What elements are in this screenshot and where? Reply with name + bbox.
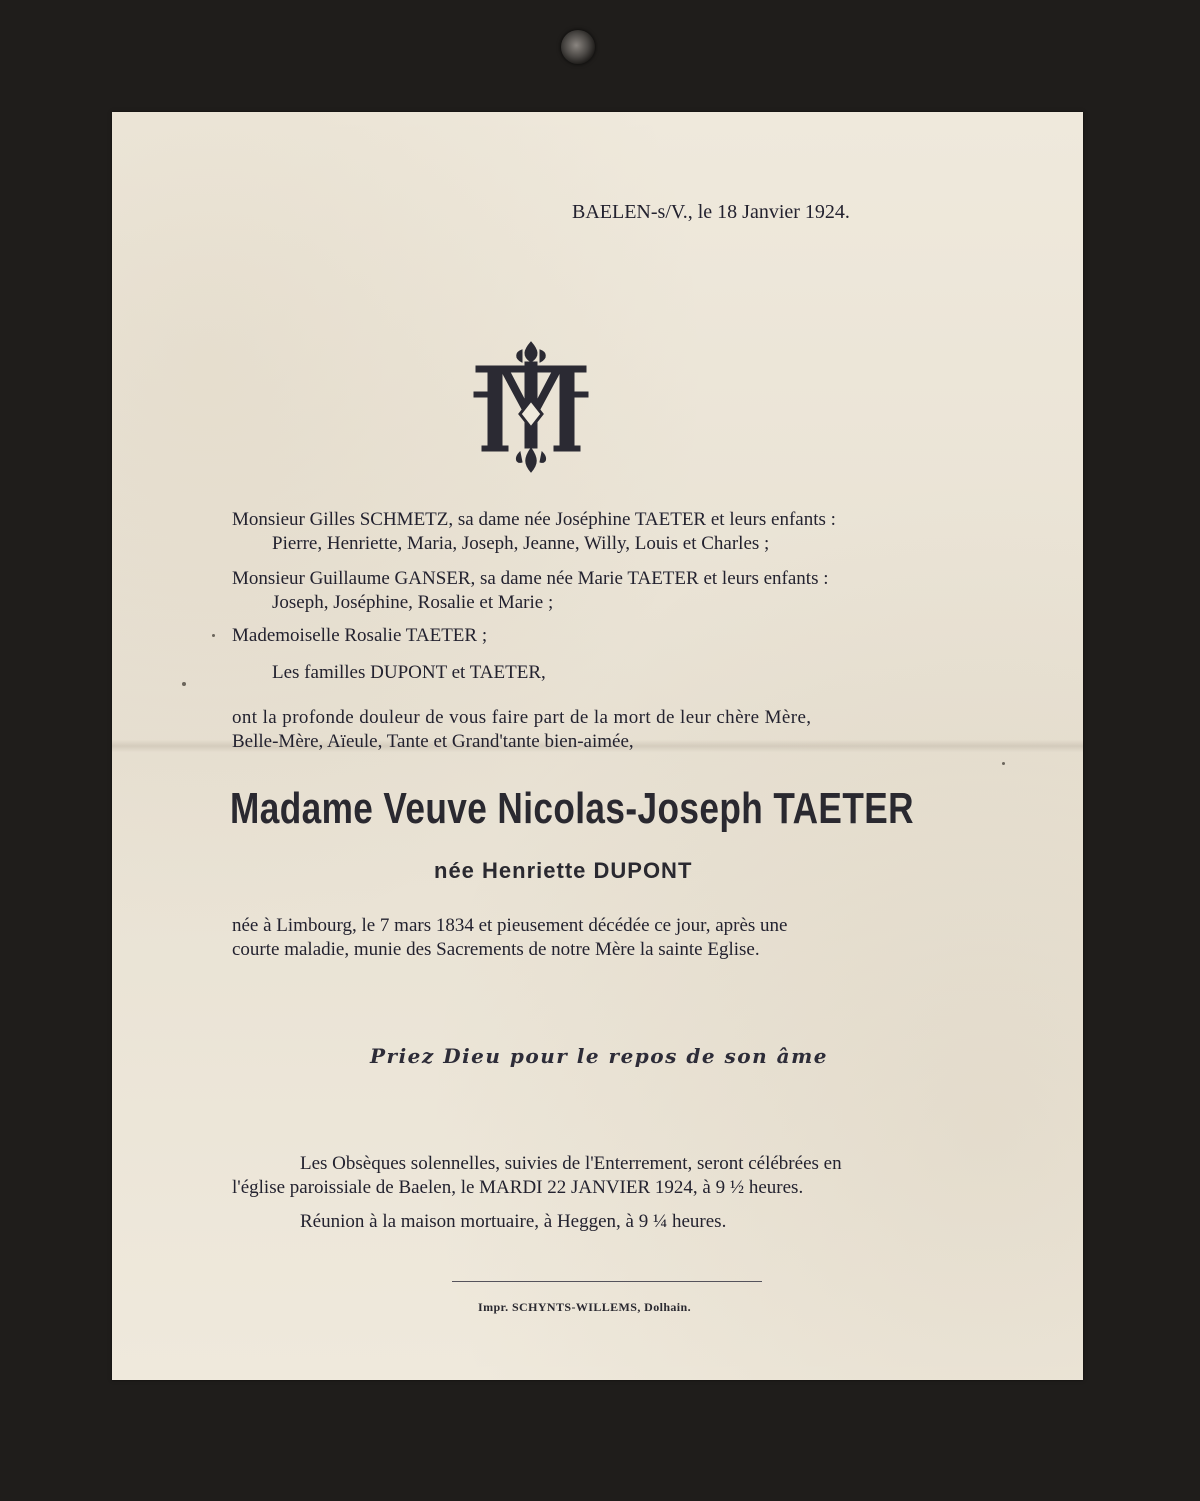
prayer-line: Priez Dieu pour le repos de son âme — [370, 1044, 828, 1068]
paper-speck — [212, 634, 215, 637]
mourners-family-4: Les familles DUPONT et TAETER, — [272, 662, 546, 683]
mourners-family-2-children: Joseph, Joséphine, Rosalie et Marie ; — [272, 592, 554, 613]
mourners-family-2: Monsieur Guillaume GANSER, sa dame née Marie TAETER et leurs enfants : — [232, 568, 829, 589]
deceased-name: Madame Veuve Nicolas-Joseph TAETER — [230, 784, 914, 833]
mourners-family-1-children: Pierre, Henriette, Maria, Joseph, Jeanne, Willy, Louis et Charles ; — [272, 533, 770, 554]
mourners-family-1: Monsieur Gilles SCHMETZ, sa dame née Joséphine TAETER et leurs enfants : — [232, 509, 836, 530]
place-date: BAELEN-s/V., le 18 Janvier 1924. — [572, 201, 850, 223]
marian-monogram-icon — [472, 340, 590, 475]
footer-divider — [452, 1281, 762, 1282]
announcement-line-1: ont la profonde douleur de vous faire part de la mort de leur chère Mère, — [232, 707, 812, 728]
deceased-details-line-1: née à Limbourg, le 7 mars 1834 et pieusement décédée ce jour, après une — [232, 915, 788, 936]
funeral-line-1: Les Obsèques solennelles, suivies de l'Enterrement, seront célébrées en — [300, 1153, 842, 1174]
hanger-hole — [561, 30, 595, 64]
paper-speck — [1002, 762, 1005, 765]
funeral-line-3: Réunion à la maison mortuaire, à Heggen, à 9 ¼ heures. — [300, 1211, 727, 1232]
announcement-line-2: Belle-Mère, Aïeule, Tante et Grand'tante bien-aimée, — [232, 731, 634, 752]
mourners-family-3: Mademoiselle Rosalie TAETER ; — [232, 625, 488, 646]
deceased-maiden-name: née Henriette DUPONT — [434, 858, 693, 883]
paper-speck — [182, 682, 186, 686]
funeral-line-2: l'église paroissiale de Baelen, le MARDI 22 JANVIER 1924, à 9 ½ heures. — [232, 1177, 804, 1198]
deceased-details-line-2: courte maladie, munie des Sacrements de notre Mère la sainte Eglise. — [232, 939, 760, 960]
funeral-notice-card — [112, 112, 1083, 1380]
printer-credit: Impr. SCHYNTS-WILLEMS, Dolhain. — [478, 1300, 692, 1314]
